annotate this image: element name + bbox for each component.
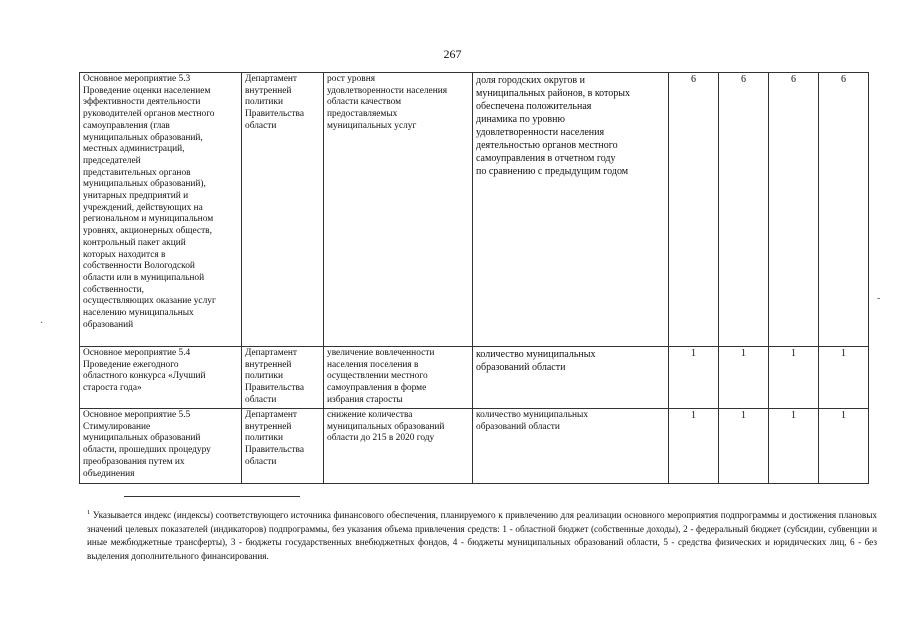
value-cell: 1 xyxy=(669,409,719,484)
table-row xyxy=(80,347,869,409)
footnote-marker: 1 xyxy=(87,509,91,516)
result-cell: рост уровня удовлетворенности населения области качеством предоставляемых муниципальных услуг xyxy=(324,73,473,347)
executor-cell: Департамент внутренней политики Правительства области xyxy=(242,409,324,484)
table-row xyxy=(80,409,869,484)
value-cell: 1 xyxy=(719,347,769,409)
program-events-table xyxy=(79,72,869,484)
value-cell: 6 xyxy=(819,73,869,347)
value-cell: 1 xyxy=(719,409,769,484)
executor-cell: Департамент внутренней политики Правительства области xyxy=(242,73,324,347)
table-row xyxy=(80,73,869,347)
scan-mark: · xyxy=(40,318,44,329)
footnote-divider xyxy=(124,496,300,497)
value-cell: 6 xyxy=(669,73,719,347)
indicator-cell: количество муниципальных образований области xyxy=(473,409,669,484)
value-cell: 1 xyxy=(769,347,819,409)
indicator-cell: количество муниципальных образований области xyxy=(473,347,669,409)
event-cell: Основное мероприятие 5.4 Проведение ежегодного областного конкурса «Лучший староста года» xyxy=(80,347,242,409)
result-cell: увеличение вовлеченности населения поселения в осуществлении местного самоуправления в форме избрания старосты xyxy=(324,347,473,409)
executor-cell: Департамент внутренней политики Правительства области xyxy=(242,347,324,409)
value-cell: 1 xyxy=(769,409,819,484)
event-cell: Основное мероприятие 5.5 Стимулирование муниципальных образований области, прошедших процедуру преобразования путем их объединения xyxy=(80,409,242,484)
value-cell: 6 xyxy=(719,73,769,347)
value-cell: 6 xyxy=(769,73,819,347)
value-cell: 1 xyxy=(819,347,869,409)
footnote-text: Указывается индекс (индексы) соответствующего источника финансового обеспечения, планируемого к привлечению для реализации основного мероприятия подпрограммы и достижения плановых значений целевых показателей (индикаторов) подпрограммы, без указания объема привлечения средств: 1 - областной бюджет (собственные доходы), 2 - федеральный бюджет (субсидии, субвенции и иные межбюджетные трансферты), 3 - бюджеты государственных внебюджетных фондов, 4 - бюджеты муниципальных образований области, 5 - средства физических и юридических лиц, 6 - без выделения дополнительного финансирования. xyxy=(87,510,877,561)
value-cell: 1 xyxy=(669,347,719,409)
page-number: 267 xyxy=(443,47,462,61)
indicator-cell: доля городских округов и муниципальных районов, в которых обеспечена положительная динамика по уровню удовлетворенности населения деятельностью органов местного самоуправления в отчетном году по сравнению с предыдущим годом xyxy=(473,73,669,347)
event-cell: Основное мероприятие 5.3 Проведение оценки населением эффективности деятельности руководителей органов местного самоуправления (глав муниципальных образований, местных администраций, председателей представительных органов муниципальных образований), унитарных предприятий и учреждений, действующих на региональном и муниципальном уровнях, акционерных обществ, контрольный пакет акций которых находится в собственности Вологодской области или в муниципальной собственности, осуществляющих оказание услуг населению муниципальных образований xyxy=(80,73,242,347)
scan-mark: - xyxy=(877,293,881,304)
result-cell: снижение количества муниципальных образований области до 215 в 2020 году xyxy=(324,409,473,484)
value-cell: 1 xyxy=(819,409,869,484)
footnote xyxy=(87,506,877,563)
